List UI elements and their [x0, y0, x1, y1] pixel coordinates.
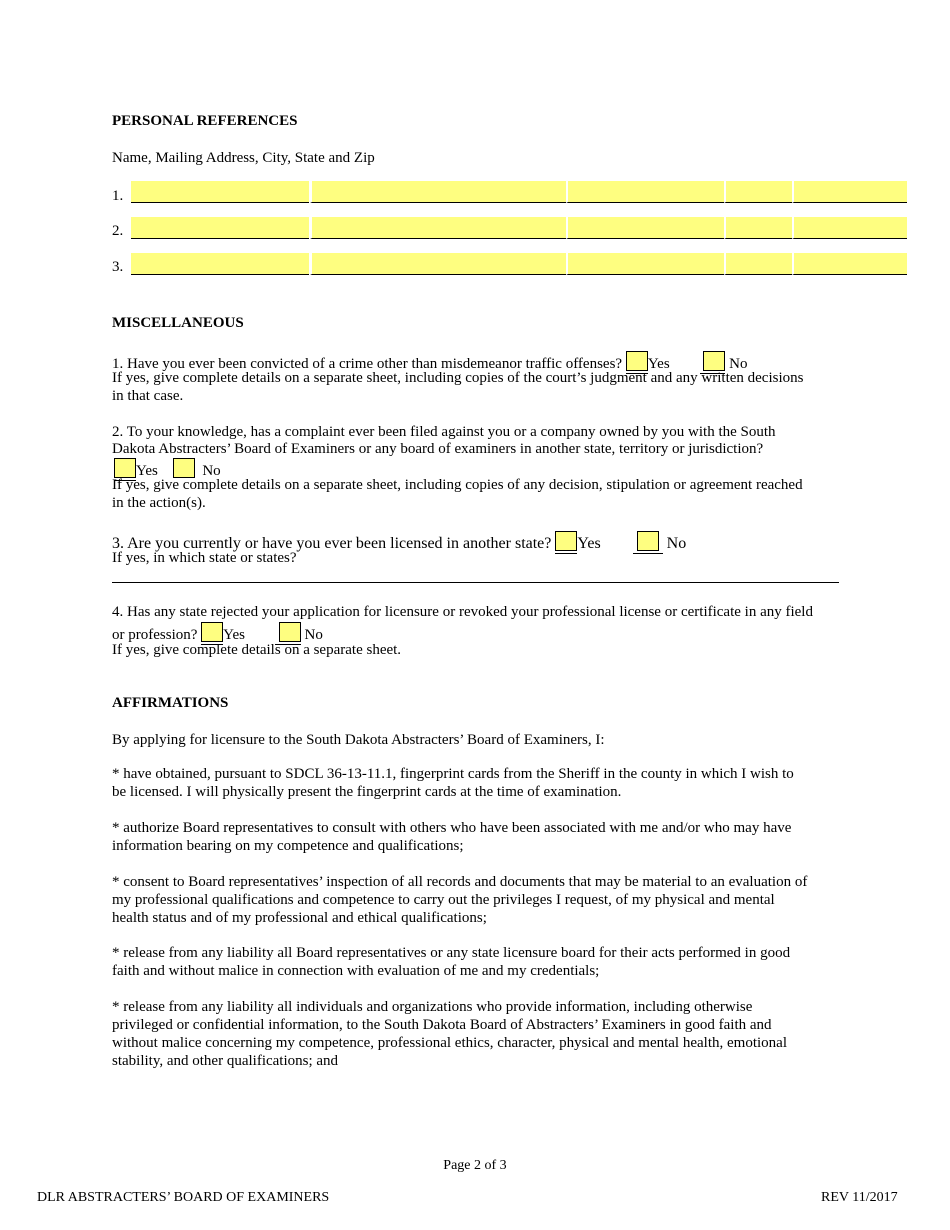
reference-row-label-2: 2. — [112, 223, 124, 239]
affirmation-3-line-2: my professional qualifications and competence to carry out the privileges I request, of my physical and mental — [112, 892, 775, 908]
affirmation-5-line-3: without malice concerning my competence, professional ethics, character, physical and mental health, emotional — [112, 1035, 787, 1051]
q4-no-checkbox[interactable] — [279, 622, 301, 642]
reference-2-city-field[interactable] — [566, 217, 725, 239]
footer-revision: REV 11/2017 — [821, 1190, 898, 1205]
affirmation-2-line-1: * authorize Board representatives to consult with others who have been associated with me and/or who may have — [112, 820, 792, 836]
reference-1-state-field[interactable] — [724, 181, 793, 203]
reference-1-zip-field[interactable] — [792, 181, 907, 203]
q1-no-label: No — [729, 356, 748, 372]
references-instruction: Name, Mailing Address, City, State and Zip — [112, 150, 375, 166]
section-title-miscellaneous: MISCELLANEOUS — [112, 315, 244, 331]
question-2-detail-2: in the action(s). — [112, 495, 206, 511]
affirmation-4-line-1: * release from any liability all Board representatives or any state licensure board for their acts performed in good — [112, 945, 791, 961]
footer-left: DLR ABSTRACTERS’ BOARD OF EXAMINERS — [37, 1190, 330, 1205]
question-4-text-2: or profession? — [112, 627, 198, 643]
section-title-affirmations: AFFIRMATIONS — [112, 695, 229, 711]
page-number: Page 2 of 3 — [443, 1158, 507, 1173]
affirmation-3-line-3: health status and of my professional and ethical qualifications; — [112, 910, 487, 926]
affirmation-2-line-2: information bearing on my competence and qualifications; — [112, 838, 464, 854]
question-2-detail-1: If yes, give complete details on a separate sheet, including copies of any decision, stipulation or agreement reached — [112, 477, 803, 493]
question-1-text: 1. Have you ever been convicted of a crime other than misdemeanor traffic offenses? — [112, 356, 623, 372]
question-2-text-2: Dakota Abstracters’ Board of Examiners or any board of examiners in another state, territory or jurisdiction? — [112, 441, 764, 457]
reference-3-zip-field[interactable] — [792, 253, 907, 275]
reference-row-label-1: 1. — [112, 188, 124, 204]
affirmation-1-line-2: be licensed. I will physically present the fingerprint cards at the time of examination. — [112, 784, 622, 800]
question-2-text-1: 2. To your knowledge, has a complaint ever been filed against you or a company owned by you with the South — [112, 424, 776, 440]
question-4-text-1: 4. Has any state rejected your application for licensure or revoked your professional license or certificate in any field — [112, 604, 813, 620]
q4-yes-checkbox[interactable] — [201, 622, 223, 642]
affirmation-5-line-1: * release from any liability all individuals and organizations who provide information, including otherwise — [112, 999, 753, 1015]
q1-yes-label: Yes — [647, 356, 670, 372]
affirmation-1-line-1: * have obtained, pursuant to SDCL 36-13-11.1, fingerprint cards from the Sheriff in the county in which I wish to — [112, 766, 794, 782]
q3-yes-checkbox[interactable] — [555, 531, 577, 551]
reference-2-state-field[interactable] — [724, 217, 793, 239]
affirmations-intro: By applying for licensure to the South Dakota Abstracters’ Board of Examiners, I: — [112, 732, 605, 748]
affirmation-4-line-2: faith and without malice in connection with evaluation of me and my credentials; — [112, 963, 600, 979]
reference-3-name-field[interactable] — [131, 253, 309, 275]
q1-yes-checkbox[interactable] — [626, 351, 648, 371]
question-1-detail-1: If yes, give complete details on a separate sheet, including copies of the court’s judgment and any written decisions — [112, 370, 804, 386]
question-4-detail: If yes, give complete details on a separate sheet. — [112, 642, 402, 658]
reference-2-name-field[interactable] — [131, 217, 309, 239]
affirmation-5-line-2: privileged or confidential information, to the South Dakota Board of Abstracters’ Examiners in good faith and — [112, 1017, 772, 1033]
reference-2-zip-field[interactable] — [792, 217, 907, 239]
reference-1-name-field[interactable] — [131, 181, 309, 203]
q3-no-label: No — [666, 535, 687, 552]
affirmation-5-line-4: stability, and other qualifications; and — [112, 1053, 339, 1069]
reference-1-address-field[interactable] — [310, 181, 567, 203]
reference-3-address-field[interactable] — [310, 253, 567, 275]
reference-3-state-field[interactable] — [724, 253, 793, 275]
affirmation-3-line-1: * consent to Board representatives’ inspection of all records and documents that may be material to an evaluation of — [112, 874, 808, 890]
reference-1-city-field[interactable] — [566, 181, 725, 203]
section-title-references: PERSONAL REFERENCES — [112, 113, 298, 129]
reference-row-label-3: 3. — [112, 259, 124, 275]
q3-no-checkbox[interactable] — [637, 531, 659, 551]
reference-2-address-field[interactable] — [310, 217, 567, 239]
q3-yes-label: Yes — [577, 535, 601, 552]
question-3-detail: If yes, in which state or states? — [112, 550, 297, 566]
question-1-detail-2: in that case. — [112, 388, 184, 404]
q2-no-checkbox[interactable] — [173, 458, 195, 478]
q4-no-label: No — [304, 627, 323, 643]
q2-no-label: No — [202, 463, 221, 479]
q4-yes-label: Yes — [223, 627, 245, 643]
q1-no-checkbox[interactable] — [703, 351, 725, 371]
q2-yes-label: Yes — [136, 463, 158, 479]
q3-answer-line[interactable] — [112, 582, 839, 583]
q2-yes-checkbox[interactable] — [114, 458, 136, 478]
question-3-text: 3. Are you currently or have you ever been licensed in another state? — [112, 535, 552, 552]
reference-3-city-field[interactable] — [566, 253, 725, 275]
